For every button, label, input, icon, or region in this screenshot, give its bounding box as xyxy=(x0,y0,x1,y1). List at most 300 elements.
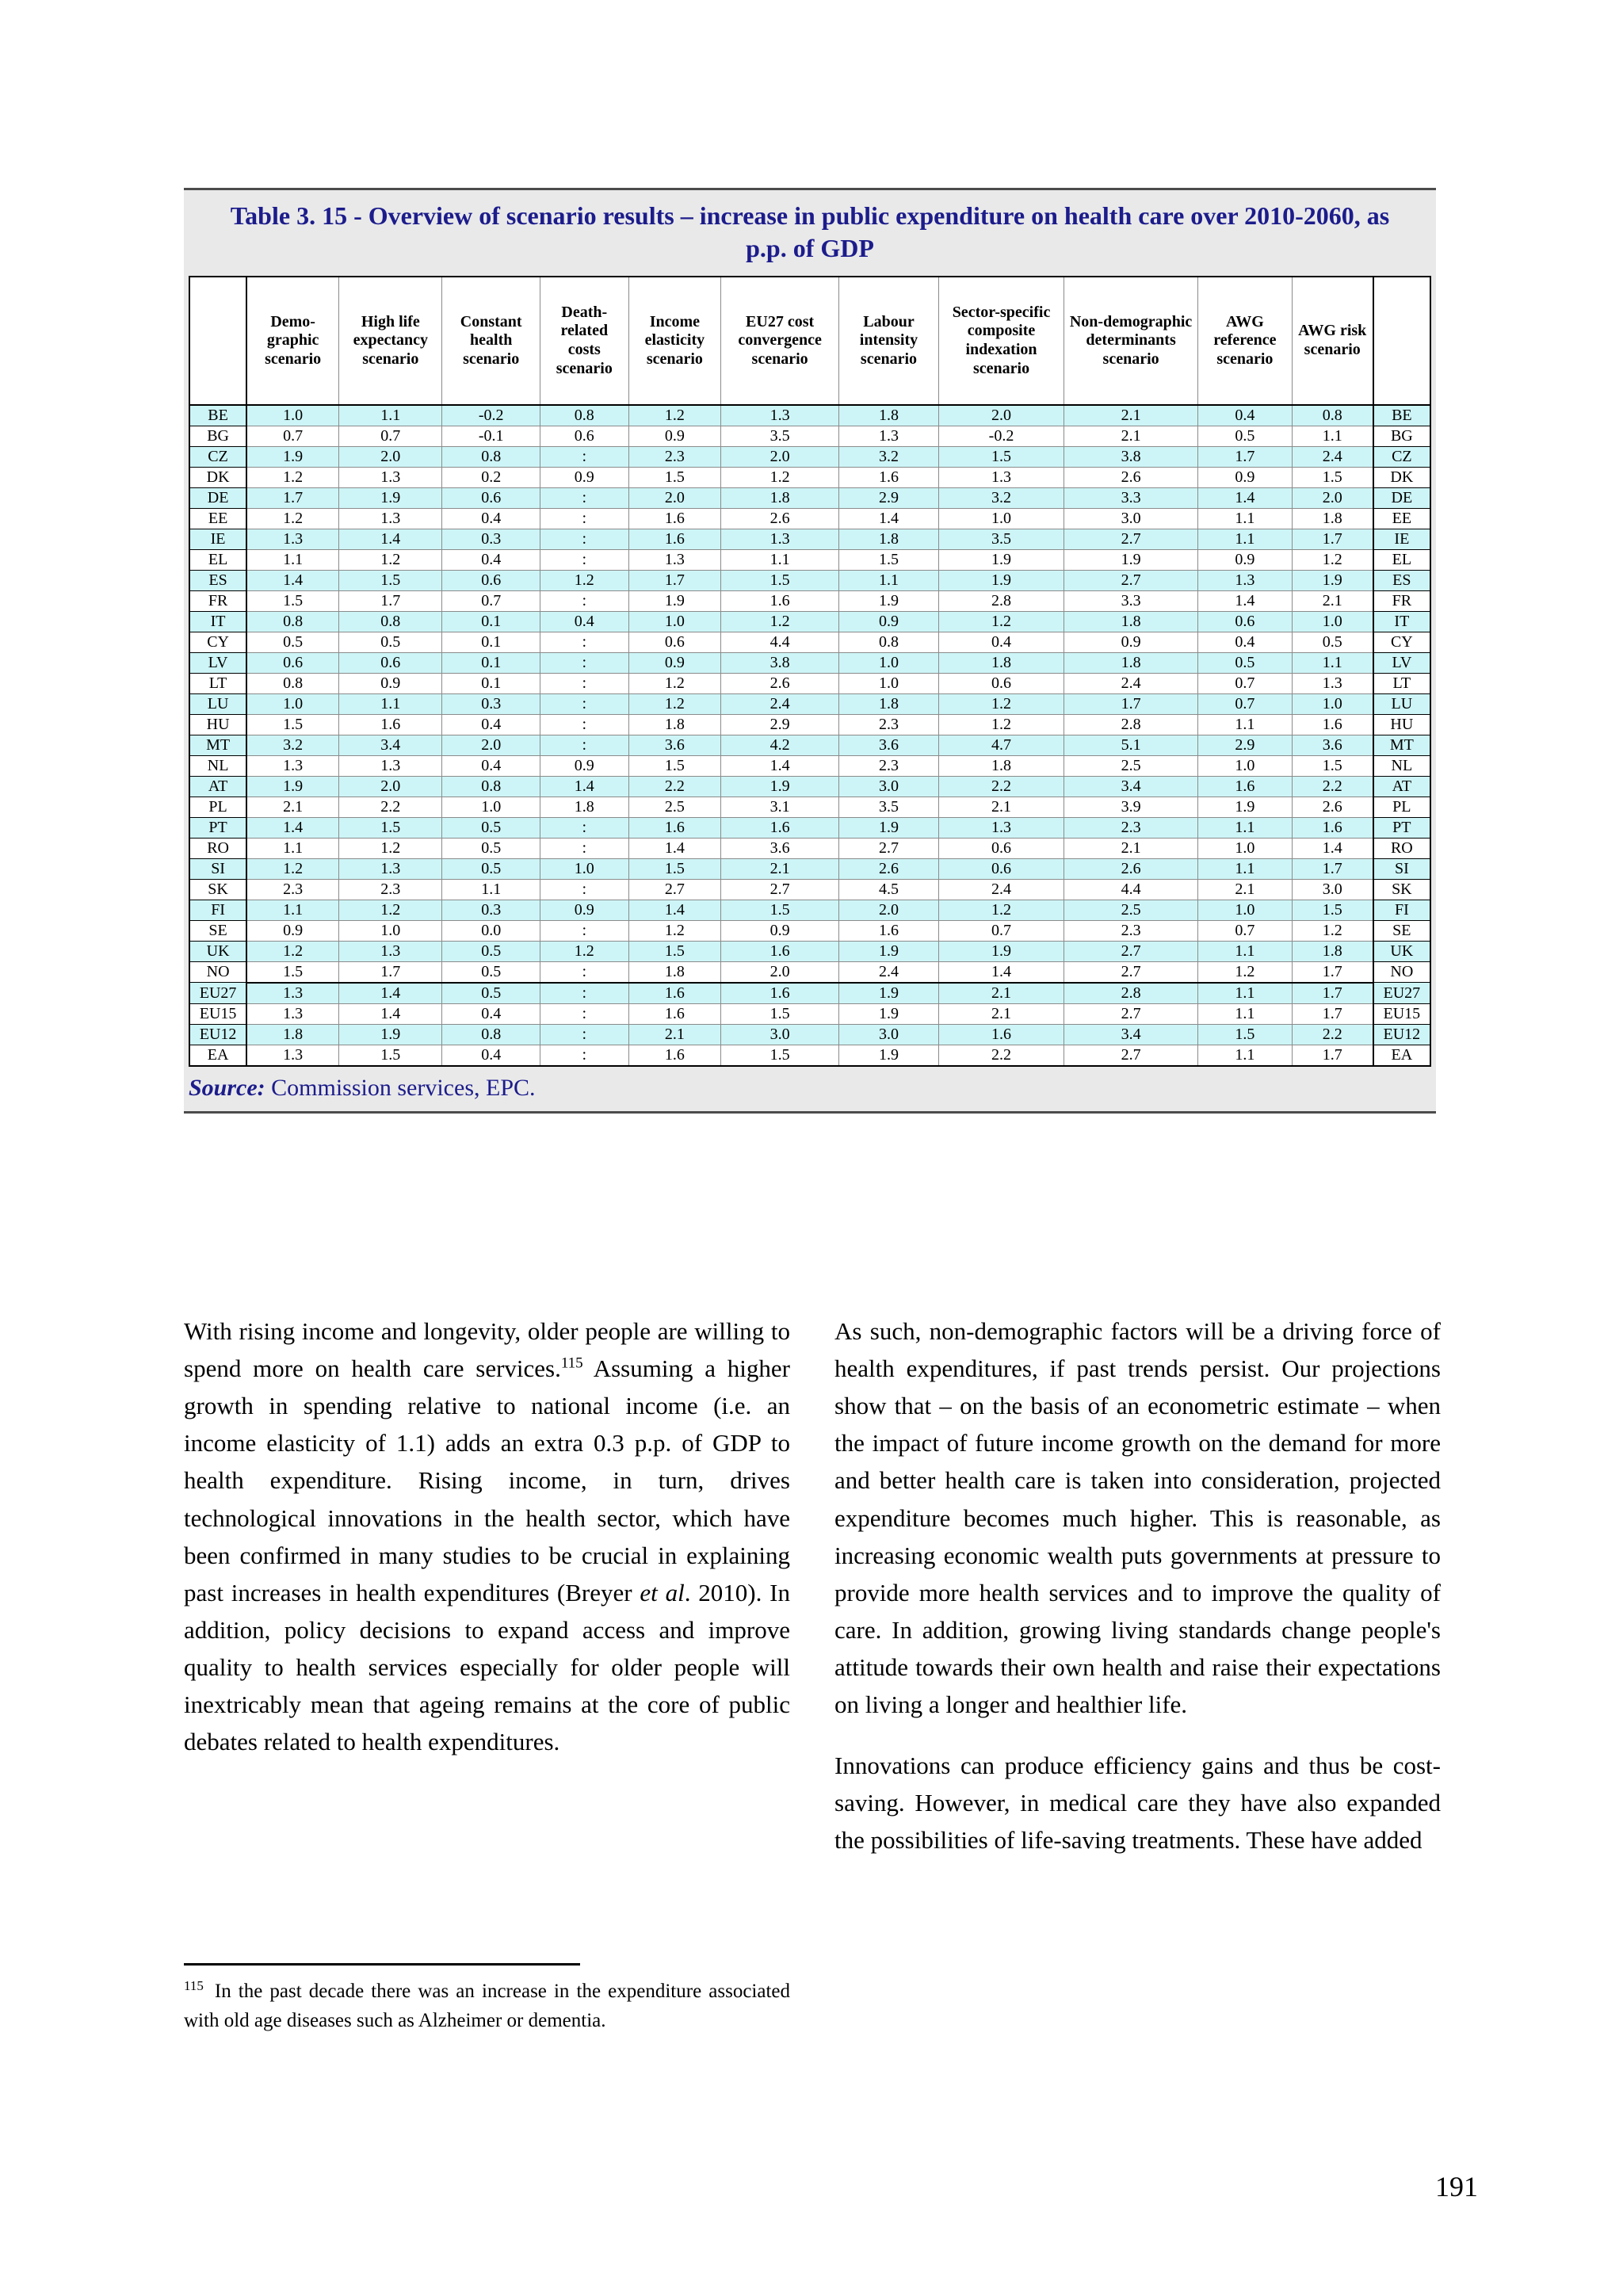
table-cell: 0.9 xyxy=(1064,632,1198,652)
row-code-right: LT xyxy=(1373,673,1430,693)
table-cell: 1.9 xyxy=(339,1024,442,1045)
table-cell: 0.5 xyxy=(442,838,540,858)
table-cell: -0.1 xyxy=(442,426,540,446)
row-code-left: FI xyxy=(189,900,246,920)
body-columns xyxy=(184,1312,1441,1859)
table-cell: 1.4 xyxy=(339,983,442,1004)
table-cell: 1.6 xyxy=(628,1003,720,1024)
page-number: 191 xyxy=(1435,2171,1478,2202)
table-cell: 0.8 xyxy=(540,405,628,426)
table-cell: 3.2 xyxy=(938,487,1064,508)
table-cell: 1.3 xyxy=(246,1045,338,1066)
table-cell: 1.9 xyxy=(839,1003,939,1024)
table-cell: 0.9 xyxy=(540,755,628,776)
table-title: Table 3. 15 - Overview of scenario results – increase in public expenditure on health care over 2010-2060, as p.p. of GDP xyxy=(230,201,1390,262)
table-cell: 2.7 xyxy=(1064,1003,1198,1024)
table-cell: 2.5 xyxy=(1064,755,1198,776)
table-cell: 0.6 xyxy=(938,838,1064,858)
table-block xyxy=(184,188,1436,1114)
table-cell: 4.2 xyxy=(721,735,839,755)
header-constant-health: Constant health scenario xyxy=(442,277,540,405)
table-cell: 1.3 xyxy=(339,755,442,776)
table-cell: 2.4 xyxy=(938,879,1064,900)
table-cell: 0.4 xyxy=(442,755,540,776)
table-cell: 1.0 xyxy=(246,405,338,426)
table-wrapper xyxy=(184,276,1436,1067)
table-cell: : xyxy=(540,508,628,529)
row-code-right: UK xyxy=(1373,941,1430,961)
table-cell: 1.1 xyxy=(1198,983,1293,1004)
table-cell: 0.5 xyxy=(442,817,540,838)
table-cell: 1.0 xyxy=(1292,693,1373,714)
table-cell: 1.7 xyxy=(628,570,720,590)
table-cell: 2.0 xyxy=(339,776,442,797)
paragraph-left-1-part-a: With rising income and longevity, older people are willing to spend more on health care services. xyxy=(184,1317,790,1383)
row-code-right: NO xyxy=(1373,961,1430,983)
table-row xyxy=(189,920,1430,941)
header-corner-left xyxy=(189,277,246,405)
row-code-right: PL xyxy=(1373,797,1430,817)
table-cell: 0.1 xyxy=(442,652,540,673)
table-cell: 1.1 xyxy=(1292,426,1373,446)
table-row xyxy=(189,693,1430,714)
table-cell: 0.9 xyxy=(246,920,338,941)
table-cell: 1.8 xyxy=(246,1024,338,1045)
row-code-left: EL xyxy=(189,549,246,570)
table-cell: 1.6 xyxy=(628,817,720,838)
table-cell: 0.3 xyxy=(442,529,540,549)
table-cell: 1.8 xyxy=(540,797,628,817)
table-cell: 1.6 xyxy=(628,508,720,529)
table-cell: 2.8 xyxy=(1064,983,1198,1004)
table-cell: 1.2 xyxy=(628,693,720,714)
table-cell: 2.2 xyxy=(938,776,1064,797)
table-cell: 0.5 xyxy=(1292,632,1373,652)
row-code-left: SE xyxy=(189,920,246,941)
row-code-right: EE xyxy=(1373,508,1430,529)
table-cell: 2.1 xyxy=(1198,879,1293,900)
table-row xyxy=(189,529,1430,549)
table-row xyxy=(189,1045,1430,1066)
table-cell: 1.2 xyxy=(339,838,442,858)
table-cell: 1.1 xyxy=(1198,858,1293,879)
table-cell: 1.7 xyxy=(1292,1045,1373,1066)
table-cell: 1.5 xyxy=(839,549,939,570)
table-cell: 3.3 xyxy=(1064,487,1198,508)
table-cell: 1.0 xyxy=(246,693,338,714)
footnote-reference-115[interactable]: 115 xyxy=(560,1354,583,1372)
table-cell: 1.9 xyxy=(628,590,720,611)
row-code-right: EL xyxy=(1373,549,1430,570)
table-row xyxy=(189,714,1430,735)
table-cell: 1.0 xyxy=(442,797,540,817)
table-cell: 1.5 xyxy=(1292,467,1373,487)
table-cell: 0.6 xyxy=(540,426,628,446)
table-cell: 2.2 xyxy=(938,1045,1064,1066)
table-cell: 1.2 xyxy=(246,467,338,487)
table-cell: 1.2 xyxy=(339,900,442,920)
table-cell: 1.2 xyxy=(246,508,338,529)
row-code-right: AT xyxy=(1373,776,1430,797)
row-code-right: FR xyxy=(1373,590,1430,611)
table-cell: 0.1 xyxy=(442,611,540,632)
table-cell: 0.9 xyxy=(339,673,442,693)
row-code-left: IT xyxy=(189,611,246,632)
table-cell: 1.6 xyxy=(1198,776,1293,797)
table-cell: 1.6 xyxy=(839,467,939,487)
table-cell: 2.4 xyxy=(1064,673,1198,693)
table-cell: 2.9 xyxy=(1198,735,1293,755)
table-cell: 1.9 xyxy=(721,776,839,797)
table-cell: 1.6 xyxy=(721,817,839,838)
table-cell: 1.4 xyxy=(839,508,939,529)
table-cell: 1.8 xyxy=(938,755,1064,776)
table-cell: : xyxy=(540,838,628,858)
table-cell: 1.4 xyxy=(339,1003,442,1024)
table-cell: 1.6 xyxy=(1292,817,1373,838)
table-cell: 0.8 xyxy=(246,673,338,693)
table-cell: 1.4 xyxy=(339,529,442,549)
table-cell: 2.0 xyxy=(1292,487,1373,508)
footnote-separator-rule xyxy=(184,1963,580,1966)
table-cell: 2.6 xyxy=(721,673,839,693)
row-code-left: EU27 xyxy=(189,983,246,1004)
table-cell: 1.6 xyxy=(339,714,442,735)
table-cell: 1.5 xyxy=(1292,900,1373,920)
table-cell: 0.6 xyxy=(246,652,338,673)
header-labour-intensity: Labour intensity scenario xyxy=(839,277,939,405)
table-cell: 2.0 xyxy=(628,487,720,508)
table-cell: 1.3 xyxy=(339,508,442,529)
footnote-115 xyxy=(184,1977,790,2035)
table-cell: 0.6 xyxy=(1198,611,1293,632)
row-code-right: DE xyxy=(1373,487,1430,508)
row-code-left: EU12 xyxy=(189,1024,246,1045)
table-cell: 1.9 xyxy=(938,570,1064,590)
table-cell: 0.4 xyxy=(442,1003,540,1024)
row-code-left: SK xyxy=(189,879,246,900)
table-row xyxy=(189,797,1430,817)
table-cell: 3.0 xyxy=(839,1024,939,1045)
table-cell: 1.2 xyxy=(628,673,720,693)
table-cell: 1.3 xyxy=(628,549,720,570)
table-cell: 1.2 xyxy=(938,714,1064,735)
table-cell: 0.4 xyxy=(938,632,1064,652)
citation-et-al: et al xyxy=(640,1578,685,1606)
table-cell: 0.7 xyxy=(1198,673,1293,693)
table-cell: 3.4 xyxy=(339,735,442,755)
paragraph-left-1-part-b: Assuming a higher growth in spending relative to national income (i.e. an income elasticity of 1.1) adds an extra 0.3 p.p. of GDP to health expenditure. Rising income, in turn, drives technological innovations in the health sector, which have been confirmed in many studies to be crucial in explaining past increases in health expenditures (Breyer xyxy=(184,1354,790,1606)
table-cell: 1.5 xyxy=(938,446,1064,467)
table-cell: 0.0 xyxy=(442,920,540,941)
table-cell: 2.3 xyxy=(246,879,338,900)
table-cell: 1.0 xyxy=(339,920,442,941)
table-cell: 3.6 xyxy=(1292,735,1373,755)
row-code-right: DK xyxy=(1373,467,1430,487)
table-cell: : xyxy=(540,879,628,900)
table-cell: 1.4 xyxy=(1292,838,1373,858)
table-row xyxy=(189,858,1430,879)
table-cell: 1.5 xyxy=(721,900,839,920)
row-code-right: EA xyxy=(1373,1045,1430,1066)
table-cell: 2.7 xyxy=(1064,529,1198,549)
table-cell: 1.9 xyxy=(839,590,939,611)
table-row xyxy=(189,405,1430,426)
row-code-right: HU xyxy=(1373,714,1430,735)
header-corner-right xyxy=(1373,277,1430,405)
table-cell: : xyxy=(540,652,628,673)
table-cell: 2.1 xyxy=(246,797,338,817)
row-code-left: LV xyxy=(189,652,246,673)
table-cell: 0.6 xyxy=(938,673,1064,693)
table-cell: 1.3 xyxy=(246,983,338,1004)
row-code-left: CZ xyxy=(189,446,246,467)
table-cell: 2.3 xyxy=(1064,920,1198,941)
table-cell: 1.5 xyxy=(1198,1024,1293,1045)
table-cell: 0.5 xyxy=(442,961,540,983)
footnote-area xyxy=(184,1963,790,2035)
table-cell: 1.8 xyxy=(938,652,1064,673)
table-cell: 2.1 xyxy=(1292,590,1373,611)
table-cell: 3.4 xyxy=(1064,776,1198,797)
header-high-life-expectancy: High life expectancy scenario xyxy=(339,277,442,405)
table-cell: 0.4 xyxy=(442,549,540,570)
table-cell: 1.5 xyxy=(1292,755,1373,776)
table-cell: 3.6 xyxy=(839,735,939,755)
table-cell: 2.7 xyxy=(1064,941,1198,961)
table-cell: : xyxy=(540,961,628,983)
table-cell: 1.3 xyxy=(246,755,338,776)
table-cell: 0.9 xyxy=(628,426,720,446)
table-cell: 2.9 xyxy=(721,714,839,735)
table-cell: 0.7 xyxy=(938,920,1064,941)
table-cell: 2.7 xyxy=(628,879,720,900)
table-cell: 1.1 xyxy=(1198,941,1293,961)
table-cell: 1.2 xyxy=(938,900,1064,920)
table-cell: 1.4 xyxy=(628,900,720,920)
row-code-left: NL xyxy=(189,755,246,776)
table-cell: 1.3 xyxy=(938,817,1064,838)
table-cell: 1.2 xyxy=(938,611,1064,632)
table-cell: 1.0 xyxy=(540,858,628,879)
table-cell: 1.6 xyxy=(721,941,839,961)
table-cell: 0.9 xyxy=(1198,467,1293,487)
row-code-right: SE xyxy=(1373,920,1430,941)
table-cell: 3.8 xyxy=(721,652,839,673)
table-cell: 3.1 xyxy=(721,797,839,817)
table-cell: 0.7 xyxy=(246,426,338,446)
table-cell: 1.7 xyxy=(1292,858,1373,879)
table-cell: 3.2 xyxy=(246,735,338,755)
table-cell: 0.8 xyxy=(442,776,540,797)
table-cell: 1.9 xyxy=(1198,797,1293,817)
table-cell: 3.9 xyxy=(1064,797,1198,817)
table-row xyxy=(189,838,1430,858)
row-code-left: ES xyxy=(189,570,246,590)
row-code-left: PL xyxy=(189,797,246,817)
table-cell: 1.7 xyxy=(1064,693,1198,714)
table-cell: 1.2 xyxy=(1198,961,1293,983)
table-cell: 2.1 xyxy=(1064,426,1198,446)
table-cell: 0.2 xyxy=(442,467,540,487)
table-cell: 1.9 xyxy=(1064,549,1198,570)
table-cell: 3.5 xyxy=(938,529,1064,549)
table-cell: 2.1 xyxy=(938,983,1064,1004)
table-cell: 2.0 xyxy=(339,446,442,467)
table-cell: : xyxy=(540,817,628,838)
table-cell: : xyxy=(540,920,628,941)
table-cell: 1.0 xyxy=(839,673,939,693)
table-cell: 4.4 xyxy=(1064,879,1198,900)
table-cell: 0.9 xyxy=(540,467,628,487)
table-cell: 1.3 xyxy=(839,426,939,446)
row-code-right: CZ xyxy=(1373,446,1430,467)
table-cell: 3.8 xyxy=(1064,446,1198,467)
row-code-left: BG xyxy=(189,426,246,446)
table-cell: 1.3 xyxy=(339,941,442,961)
table-cell: 1.2 xyxy=(628,920,720,941)
table-cell: 1.7 xyxy=(1292,983,1373,1004)
table-cell: 2.9 xyxy=(839,487,939,508)
table-cell: 2.1 xyxy=(938,1003,1064,1024)
table-cell: 1.5 xyxy=(339,817,442,838)
row-code-left: DE xyxy=(189,487,246,508)
table-cell: 0.8 xyxy=(442,1024,540,1045)
row-code-left: BE xyxy=(189,405,246,426)
row-code-left: EE xyxy=(189,508,246,529)
table-cell: 1.2 xyxy=(628,405,720,426)
table-row xyxy=(189,735,1430,755)
table-cell: 1.9 xyxy=(246,446,338,467)
table-cell: : xyxy=(540,632,628,652)
table-head xyxy=(189,277,1430,405)
table-cell: 2.1 xyxy=(1064,405,1198,426)
paragraph-right-2: Innovations can produce efficiency gains and thus be cost-saving. However, in medical care they have also expanded the possibilities of life-saving treatments. These have added xyxy=(834,1752,1441,1855)
table-cell: 1.4 xyxy=(628,838,720,858)
table-cell: 2.5 xyxy=(628,797,720,817)
table-cell: 2.7 xyxy=(839,838,939,858)
table-cell: 1.7 xyxy=(1198,446,1293,467)
table-cell: 1.1 xyxy=(1198,529,1293,549)
table-cell: 0.9 xyxy=(1198,549,1293,570)
row-code-right: IT xyxy=(1373,611,1430,632)
table-cell: 3.6 xyxy=(628,735,720,755)
table-cell: 2.2 xyxy=(1292,776,1373,797)
row-code-left: AT xyxy=(189,776,246,797)
paragraph-left-1-part-c: . 2010). In addition, policy decisions to expand access and improve quality to health services especially for older people will inextricably mean that ageing remains at the core of public debates related to health expenditures. xyxy=(184,1578,790,1756)
table-cell: 1.3 xyxy=(721,529,839,549)
table-cell: 1.1 xyxy=(1198,714,1293,735)
header-death-related-costs: Death-related costs scenario xyxy=(540,277,628,405)
table-cell: 0.6 xyxy=(442,570,540,590)
table-cell: 1.2 xyxy=(540,570,628,590)
table-cell: 1.1 xyxy=(339,693,442,714)
table-cell: 1.1 xyxy=(1198,1003,1293,1024)
table-cell: 1.8 xyxy=(1064,611,1198,632)
table-cell: 1.6 xyxy=(721,983,839,1004)
table-cell: 0.8 xyxy=(246,611,338,632)
table-cell: 1.0 xyxy=(628,611,720,632)
table-cell: -0.2 xyxy=(442,405,540,426)
table-cell: 3.2 xyxy=(839,446,939,467)
table-cell: 1.9 xyxy=(839,983,939,1004)
paragraph-right-1: As such, non-demographic factors will be a driving force of health expenditures, if past trends persist. Our projections show that – on the basis of an econometric estimate – when the impact of future income growth on the demand for more and better health care is taken into consideration, projected expenditure becomes much higher. This is reasonable, as increasing economic wealth puts governments at pressure to provide more health services and to improve the quality of care. In addition, growing living standards change people's attitude towards their own health and raise their expectations on living a longer and healthier life. xyxy=(834,1317,1441,1719)
table-cell: 1.6 xyxy=(839,920,939,941)
table-cell: 1.9 xyxy=(339,487,442,508)
table-cell: 2.0 xyxy=(442,735,540,755)
table-cell: 1.2 xyxy=(540,941,628,961)
table-cell: 2.3 xyxy=(839,714,939,735)
table-cell: 0.5 xyxy=(339,632,442,652)
table-cell: 1.9 xyxy=(938,549,1064,570)
table-cell: 3.0 xyxy=(721,1024,839,1045)
row-code-left: CY xyxy=(189,632,246,652)
table-cell: : xyxy=(540,529,628,549)
row-code-right: SI xyxy=(1373,858,1430,879)
table-cell: 2.2 xyxy=(339,797,442,817)
table-cell: 3.0 xyxy=(1064,508,1198,529)
row-code-left: MT xyxy=(189,735,246,755)
table-cell: : xyxy=(540,1003,628,1024)
table-cell: 1.8 xyxy=(839,529,939,549)
table-cell: 0.7 xyxy=(442,590,540,611)
table-cell: 1.6 xyxy=(628,1045,720,1066)
table-cell: -0.2 xyxy=(938,426,1064,446)
table-cell: 1.4 xyxy=(1198,487,1293,508)
table-cell: 1.4 xyxy=(540,776,628,797)
table-cell: 0.9 xyxy=(628,652,720,673)
table-row xyxy=(189,652,1430,673)
table-cell: 4.5 xyxy=(839,879,939,900)
table-cell: 1.3 xyxy=(246,1003,338,1024)
table-cell: 1.5 xyxy=(628,467,720,487)
table-source xyxy=(184,1067,1436,1111)
table-cell: : xyxy=(540,693,628,714)
table-cell: 0.8 xyxy=(339,611,442,632)
table-cell: 1.4 xyxy=(1198,590,1293,611)
table-row xyxy=(189,755,1430,776)
header-income-elasticity: Income elasticity scenario xyxy=(628,277,720,405)
table-cell: 2.4 xyxy=(839,961,939,983)
table-cell: 1.1 xyxy=(246,838,338,858)
table-cell: 1.0 xyxy=(938,508,1064,529)
row-code-right: SK xyxy=(1373,879,1430,900)
table-cell: 1.2 xyxy=(1292,549,1373,570)
table-cell: 2.3 xyxy=(839,755,939,776)
table-cell: 1.1 xyxy=(442,879,540,900)
row-code-right: BE xyxy=(1373,405,1430,426)
header-demographic: Demo-graphic scenario xyxy=(246,277,338,405)
table-cell: 1.1 xyxy=(1198,817,1293,838)
table-cell: 0.9 xyxy=(721,920,839,941)
table-cell: 0.1 xyxy=(442,673,540,693)
table-row xyxy=(189,900,1430,920)
table-cell: 0.5 xyxy=(1198,652,1293,673)
table-cell: 0.8 xyxy=(1292,405,1373,426)
table-cell: 2.7 xyxy=(1064,961,1198,983)
row-code-left: LU xyxy=(189,693,246,714)
table-cell: 1.8 xyxy=(721,487,839,508)
table-cell: 1.4 xyxy=(721,755,839,776)
table-cell: 2.6 xyxy=(839,858,939,879)
table-row xyxy=(189,632,1430,652)
table-cell: 0.8 xyxy=(839,632,939,652)
table-cell: : xyxy=(540,735,628,755)
row-code-right: CY xyxy=(1373,632,1430,652)
row-code-right: EU12 xyxy=(1373,1024,1430,1045)
row-code-right: EU27 xyxy=(1373,983,1430,1004)
row-code-right: LV xyxy=(1373,652,1430,673)
